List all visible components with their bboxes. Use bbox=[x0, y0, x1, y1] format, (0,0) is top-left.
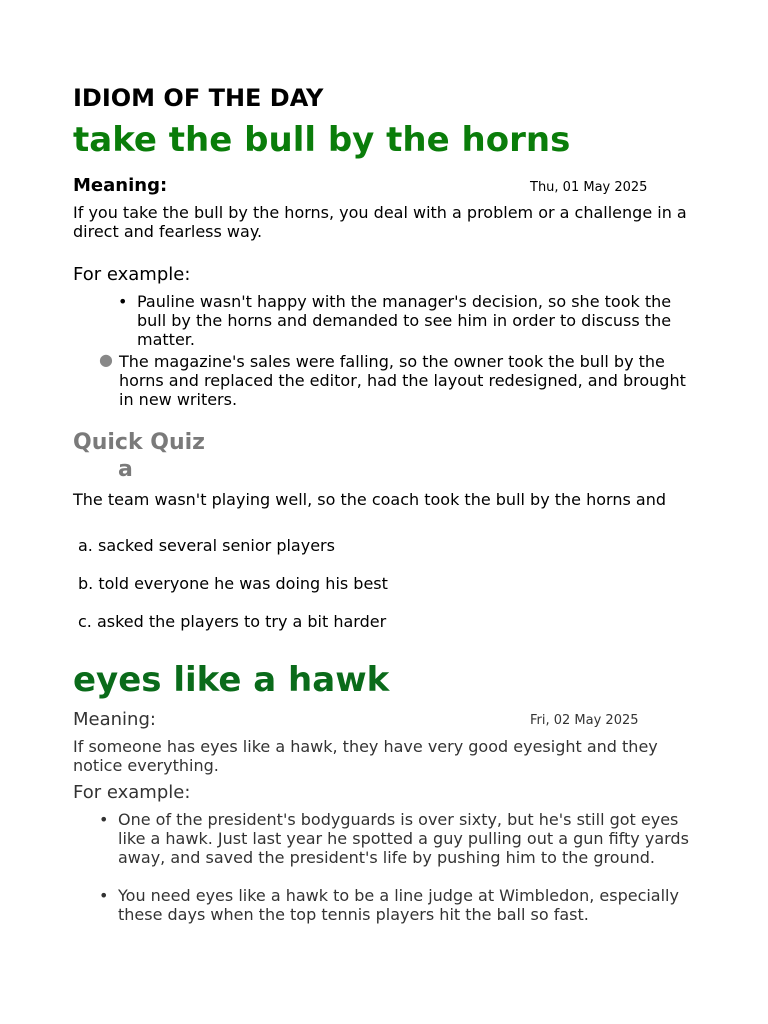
quiz-question: The team wasn't playing well, so the coach took the bull by the horns and bbox=[73, 490, 666, 509]
example-label: For example: bbox=[73, 264, 191, 285]
quiz-subtitle: a bbox=[118, 457, 133, 482]
quiz-title: Quick Quiz bbox=[73, 430, 205, 455]
meaning-label: Meaning: bbox=[73, 175, 168, 196]
idiom-title: take the bull by the horns bbox=[73, 120, 571, 160]
bullet-icon: ● bbox=[99, 350, 113, 369]
idiom-date: Fri, 02 May 2025 bbox=[530, 713, 639, 728]
quiz-option-a[interactable]: a. sacked several senior players bbox=[78, 536, 335, 555]
bullet-icon: • bbox=[99, 810, 109, 829]
meaning-label: Meaning: bbox=[73, 709, 156, 730]
quiz-option-c[interactable]: c. asked the players to try a bit harder bbox=[78, 612, 387, 631]
quiz-option-b[interactable]: b. told everyone he was doing his best bbox=[78, 574, 388, 593]
example-label: For example: bbox=[73, 782, 191, 803]
idiom-title: eyes like a hawk bbox=[73, 660, 390, 700]
meaning-text: If you take the bull by the horns, you deal with a problem or a challenge in a direct and fearless way. bbox=[73, 203, 687, 241]
bullet-icon: • bbox=[118, 292, 128, 311]
example-item: The magazine's sales were falling, so the owner took the bull by the horns and replaced the editor, had the layout redesigned, and brought in new writers. bbox=[119, 352, 686, 409]
meaning-text: If someone has eyes like a hawk, they have very good eyesight and they notice everything. bbox=[73, 737, 658, 775]
example-item: One of the president's bodyguards is over sixty, but he's still got eyes like a hawk. Just last year he spotted a guy pulling out a gun fifty yards away, and saved the president's life by pushing him to the ground. bbox=[118, 810, 689, 867]
idiom-date: Thu, 01 May 2025 bbox=[530, 180, 648, 195]
page-header: IDIOM OF THE DAY bbox=[73, 84, 324, 112]
bullet-icon: • bbox=[99, 886, 109, 905]
example-item: You need eyes like a hawk to be a line judge at Wimbledon, especially these days when the top tennis players hit the ball so fast. bbox=[118, 886, 679, 924]
example-item: Pauline wasn't happy with the manager's decision, so she took the bull by the horns and demanded to see him in order to discuss the matter. bbox=[137, 292, 672, 349]
